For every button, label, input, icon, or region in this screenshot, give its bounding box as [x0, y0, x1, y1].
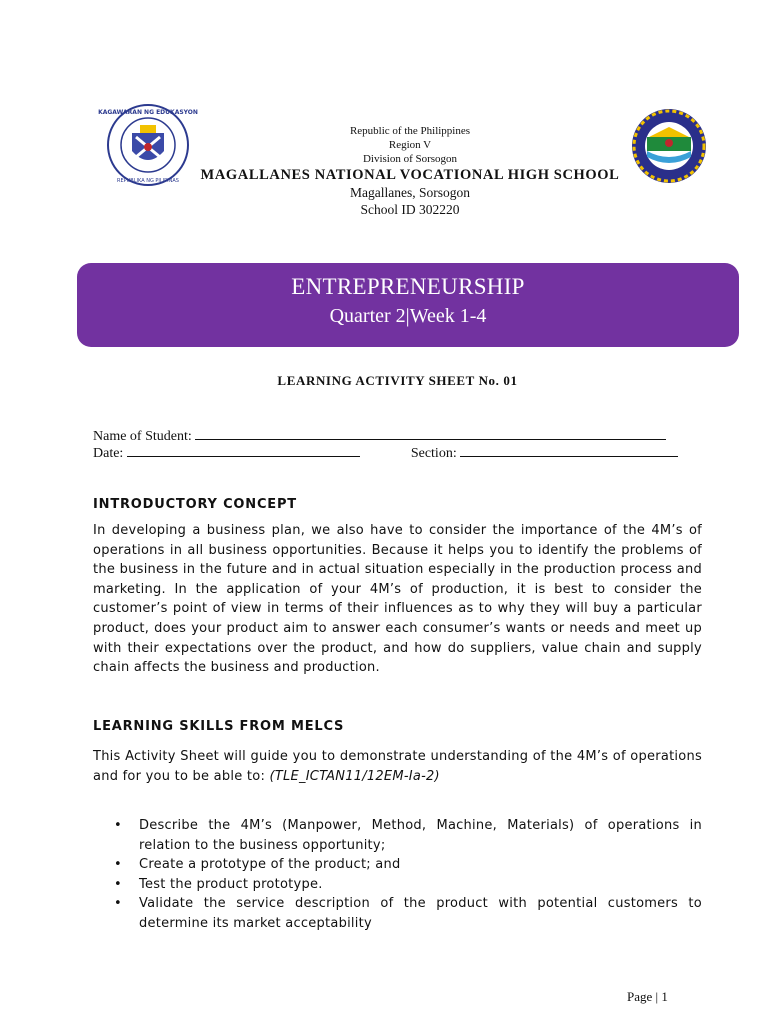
division-line: Division of Sorsogon — [362, 153, 458, 165]
school-id: School ID 302220 — [360, 202, 460, 217]
school-name: MAGALLANES NATIONAL VOCATIONAL HIGH SCHOOL — [200, 167, 620, 183]
student-name-label: Name of Student: — [93, 429, 192, 444]
quarter-week: Quarter 2|Week 1-4 — [329, 305, 487, 327]
section-label: Section: — [410, 446, 457, 461]
page-number: Page | 1 — [627, 989, 668, 1004]
intro-heading: INTRODUCTORY CONCEPT — [93, 497, 297, 512]
skills-paragraph — [93, 747, 702, 786]
list-item: • Validate the service description of the product with potential customers to determine its market acceptability — [114, 896, 702, 931]
skills-intro-text: This Activity Sheet will guide you to demonstrate understanding of the 4M’s of operations and for you to be able to: — [93, 749, 702, 784]
student-name-row — [93, 427, 666, 445]
republic-line: Republic of the Philippines — [349, 125, 471, 137]
school-header — [180, 124, 640, 218]
date-section-row — [93, 444, 678, 462]
intro-paragraph: In developing a business plan, we also have to consider the importance of the 4M’s of operations in all business opportunities. Because it helps you to identify the problems of the business in the future and in actual situation especially in the production process and marketing. In the application of your 4M’s of production, it is best to consider the customer’s point of view in terms of their influences as to why they will buy a particular product, does your product aim to answer each consumer’s wants or needs and meet up with their expectations over the product, and how do suppliers, value chain and supply chain affects the business and production. — [93, 523, 702, 676]
student-name-field[interactable] — [195, 427, 666, 440]
competency-code: (TLE_ICTAN11/12EM-Ia-2) — [269, 768, 440, 784]
list-item: • Test the product prototype. — [114, 876, 323, 892]
subject-title: ENTREPRENEURSHIP — [291, 274, 525, 299]
section-field[interactable] — [460, 444, 678, 457]
list-item: • Describe the 4M’s (Manpower, Method, Machine, Materials) of operations in relation to the business opportunity; — [114, 818, 702, 853]
date-label: Date: — [93, 446, 124, 461]
svg-text:REPUBLIKA NG PILIPINAS: REPUBLIKA NG PILIPINAS — [117, 178, 179, 184]
school-address: Magallanes, Sorsogon — [350, 185, 470, 200]
objectives-list — [93, 816, 702, 934]
region-line: Region V — [388, 139, 432, 151]
sheet-title: LEARNING ACTIVITY SHEET No. 01 — [277, 373, 518, 388]
date-field[interactable] — [127, 444, 360, 457]
subject-banner — [77, 263, 739, 347]
list-item: • Create a prototype of the product; and — [114, 857, 401, 873]
svg-text:KAGAWARAN NG EDUKASYON: KAGAWARAN NG EDUKASYON — [98, 109, 198, 116]
skills-heading: LEARNING SKILLS FROM MELCS — [93, 719, 345, 734]
